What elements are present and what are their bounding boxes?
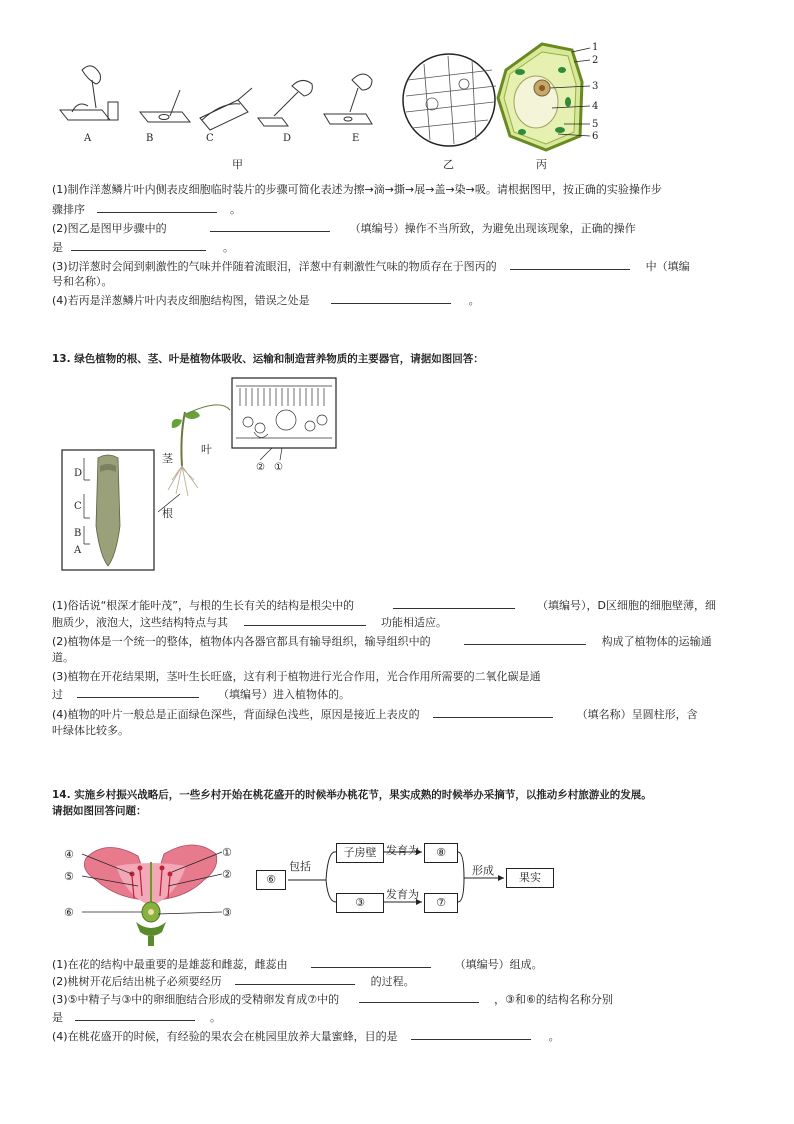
q12-line-2: 骤排序 。 xyxy=(52,203,241,216)
flow-node-fruit: 果实 xyxy=(506,868,554,888)
answer-blank-q13-3[interactable] xyxy=(464,634,586,645)
q14-title-line-1: 14. 实施乡村振兴战略后，一些乡村开始在桃花盛开的时候举办桃花节，果实成熟的时候举办采摘节，以推动乡村旅游业的发展。 xyxy=(52,789,652,801)
q12-line-1: (1)制作洋葱鳞片叶内侧表皮细胞临时装片的步骤可简化表述为擦→滴→撕→展→盖→染→吸。请根据图甲，按正确的实验操作步 xyxy=(52,183,662,196)
flower-label-2: ② xyxy=(222,868,232,881)
root-zone-c: C xyxy=(74,501,82,512)
q14-line-2: (2)桃树开花后结出桃子必须要经历 的过程。 xyxy=(52,975,415,988)
figure-label-jia: 甲 xyxy=(232,158,243,171)
answer-blank-q12-4[interactable] xyxy=(510,259,630,270)
answer-blank-q12-3[interactable] xyxy=(71,240,206,251)
q14-line-1: (1)在花的结构中最重要的是雄蕊和雌蕊，雌蕊由 （填编号）组成。 xyxy=(52,958,543,971)
flow-node-8: ⑧ xyxy=(424,843,458,863)
answer-blank-q12-5[interactable] xyxy=(331,293,451,304)
root-zone-b: B xyxy=(74,528,82,539)
answer-blank-q12-2[interactable] xyxy=(210,221,330,232)
cell-label-5: 5 xyxy=(592,119,599,130)
q12-line-6: 号和名称）。 xyxy=(52,275,113,288)
flow-form-label: 形成 xyxy=(472,864,494,877)
q13-line-5: (3)植物在开花结果期，茎叶生长旺盛，这有利于植物进行光合作用，光合作用所需要的二氧化碳是通 xyxy=(52,670,541,683)
answer-blank-q14-4[interactable] xyxy=(75,1010,195,1021)
leaf-label-2: ② xyxy=(256,462,265,473)
label-leaf: 叶 xyxy=(201,443,212,456)
q13-line-7: (4)植物的叶片一般总是正面绿色深些，背面绿色浅些，原因是接近上表皮的 （填名称）呈圆柱形，含 xyxy=(52,708,698,721)
flow-node-ovary-wall: 子房壁 xyxy=(336,843,384,863)
root-zone-a: A xyxy=(74,545,82,556)
flower-label-5: ⑤ xyxy=(64,870,74,883)
answer-blank-q13-2[interactable] xyxy=(244,615,366,626)
flower-label-4: ④ xyxy=(64,848,74,861)
step-label-d: D xyxy=(283,133,292,144)
q13-line-6: 过 （填编号）进入植物体的。 xyxy=(52,688,350,701)
label-stem: 茎 xyxy=(162,452,173,465)
q13-line-8: 叶绿体比较多。 xyxy=(52,724,129,737)
answer-blank-q14-3[interactable] xyxy=(359,992,479,1003)
figure-label-yi: 乙 xyxy=(443,158,454,171)
q13-title: 13. 绿色植物的根、茎、叶是植物体吸收、运输和制造营养物质的主要器官，请据如图回答： xyxy=(52,353,484,365)
flower-drawing xyxy=(76,836,226,946)
flower-label-1: ① xyxy=(222,846,232,859)
answer-blank-q13-1[interactable] xyxy=(393,598,515,609)
answer-blank-q13-5[interactable] xyxy=(433,707,553,718)
flow-include-label: 包括 xyxy=(289,860,311,873)
flow-node-7: ⑦ xyxy=(424,893,458,913)
q14-line-4: 是 。 xyxy=(52,1011,221,1024)
q12-line-4: 是 。 xyxy=(52,241,234,254)
answer-blank-q14-1[interactable] xyxy=(311,957,431,968)
q13-plant-drawing xyxy=(60,376,350,576)
answer-blank-q13-4[interactable] xyxy=(77,687,199,698)
flow-node-3: ③ xyxy=(336,893,384,913)
flower-label-3: ③ xyxy=(222,906,232,919)
answer-blank-q14-2[interactable] xyxy=(235,974,355,985)
q13-line-4: 道。 xyxy=(52,651,74,664)
flow-develop-label-2: 发育为 xyxy=(386,888,419,901)
cell-label-6: 6 xyxy=(592,131,599,142)
q14-line-3: (3)⑤中精子与③中的卵细胞结合形成的受精卵发育成⑦中的 ，③和⑥的结构名称分别 xyxy=(52,993,613,1006)
q12-line-3: (2)图乙是图甲步骤中的 （填编号）操作不当所致，为避免出现该现象，正确的操作 xyxy=(52,222,636,235)
q13-line-2: 胞质少，液泡大，这些结构特点与其 功能相适应。 xyxy=(52,616,447,629)
leaf-label-1: ① xyxy=(274,462,283,473)
step-label-b: B xyxy=(146,133,154,144)
answer-blank-q14-5[interactable] xyxy=(411,1029,531,1040)
flower-label-6: ⑥ xyxy=(64,906,74,919)
step-label-e: E xyxy=(352,133,360,144)
step-label-c: C xyxy=(206,133,214,144)
q12-line-5: (3)切洋葱时会闻到刺激性的气味并伴随着流眼泪，洋葱中有刺激性气味的物质存在于图丙的 中（填编 xyxy=(52,260,690,273)
cell-label-2: 2 xyxy=(592,55,599,66)
answer-blank-q12-1[interactable] xyxy=(97,202,217,213)
flow-node-6: ⑥ xyxy=(256,870,286,890)
cell-label-1: 1 xyxy=(592,42,599,53)
root-zone-d: D xyxy=(74,468,83,479)
q14-line-5: (4)在桃花盛开的时候，有经验的果农会在桃园里放养大量蜜蜂，目的是 。 xyxy=(52,1030,560,1043)
step-label-a: A xyxy=(84,133,92,144)
label-root: 根 xyxy=(162,507,173,520)
q13-line-3: (2)植物体是一个统一的整体，植物体内各器官都具有输导组织，输导组织中的 构成了植物体的运输通 xyxy=(52,635,712,648)
cell-label-3: 3 xyxy=(592,81,599,92)
cell-label-4: 4 xyxy=(592,101,599,112)
q12-line-7: (4)若丙是洋葱鳞片叶内表皮细胞结构图，错误之处是 。 xyxy=(52,294,480,307)
q14-title-line-2: 请据如图回答问题： xyxy=(52,805,147,817)
q13-line-1: (1)俗话说“根深才能叶茂”，与根的生长有关的结构是根尖中的 （填编号），D区细胞的细胞壁薄，细 xyxy=(52,599,716,612)
figure-label-bing: 丙 xyxy=(536,158,547,171)
flow-develop-label-1: 发育为 xyxy=(386,844,419,857)
